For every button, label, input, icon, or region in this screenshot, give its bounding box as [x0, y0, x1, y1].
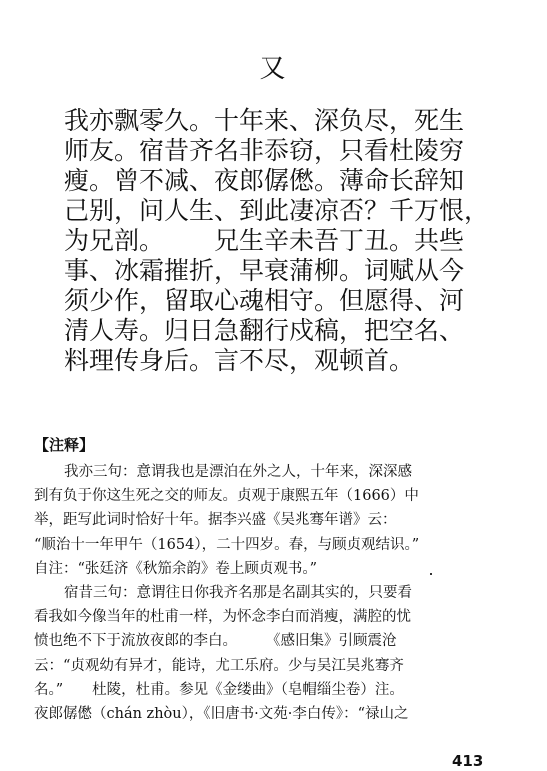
poem-body: [64, 106, 490, 376]
note-line: 宿昔三句：意谓往日你我齐名那是名副其实的，只要看: [64, 584, 412, 601]
poem-line: 己别，问人生、到此凄凉否？千万恨，: [64, 196, 490, 225]
poem-line: 事、冰霜摧折，早衰蒲柳。词赋从今: [64, 256, 465, 285]
note-line: “顺治十一年甲午（1654），二十四岁。春，与顾贞观结识。”: [34, 536, 420, 553]
note-line: 夜郎僝僽（chán zhòu），《旧唐书·文苑·李白传》：“禄山之: [34, 705, 409, 722]
poem-line: 师友。宿昔齐名非忝窃，只看杜陵穷: [64, 136, 465, 165]
poem-line-part: 兄生辛未吾丁丑。共些: [214, 226, 465, 255]
poem-line: 瘦。曾不减、夜郎僝僽。薄命长辞知: [64, 166, 465, 195]
note-line: 名。” 杜陵，杜甫。参见《金缕曲》（皂帽缁尘卷）注。: [34, 681, 404, 698]
notes-body: [34, 460, 504, 726]
note-line: 我亦三句：意谓我也是漂泊在外之人，十年来，深深感: [64, 464, 412, 480]
poem-title: 又: [259, 54, 288, 84]
note-line: 看我如今像当年的杜甫一样，为怀念李白而消瘦，满腔的忧: [34, 609, 411, 626]
note-line: 云：“贞观幼有异才，能诗，尤工乐府。少与吴江吴兆骞齐: [34, 657, 404, 674]
poem-line: 清人寿。归日急翻行戍稿，把空名、: [64, 316, 465, 345]
note-line: 举，距写此词时恰好十年。据李兴盛《吴兆骞年谱》云：: [34, 512, 397, 529]
poem-line: 我亦飘零久。十年来、深负尽，死生: [64, 106, 465, 135]
poem-line: 须少作，留取心魂相守。但愿得、河: [64, 286, 465, 315]
note-line: 到有负于你这生死之交的师友。贞观于康熙五年（1666）中: [34, 488, 419, 505]
notes-heading: 【注释】: [34, 436, 95, 454]
note-line: 愤也绝不下于流放夜郎的李白。 《感旧集》引顾震沧: [34, 633, 397, 650]
note-line: 自注：“张廷济《秋笳余韵》卷上顾贞观书。”: [34, 560, 318, 577]
poem-line: 料理传身后。言不尽，观顿首。: [64, 346, 415, 375]
poem-line-part: 为兄剖。: [64, 226, 165, 255]
page-number: 413: [452, 752, 484, 770]
poem-line-split: [64, 226, 484, 256]
scan-speck: [430, 573, 432, 575]
